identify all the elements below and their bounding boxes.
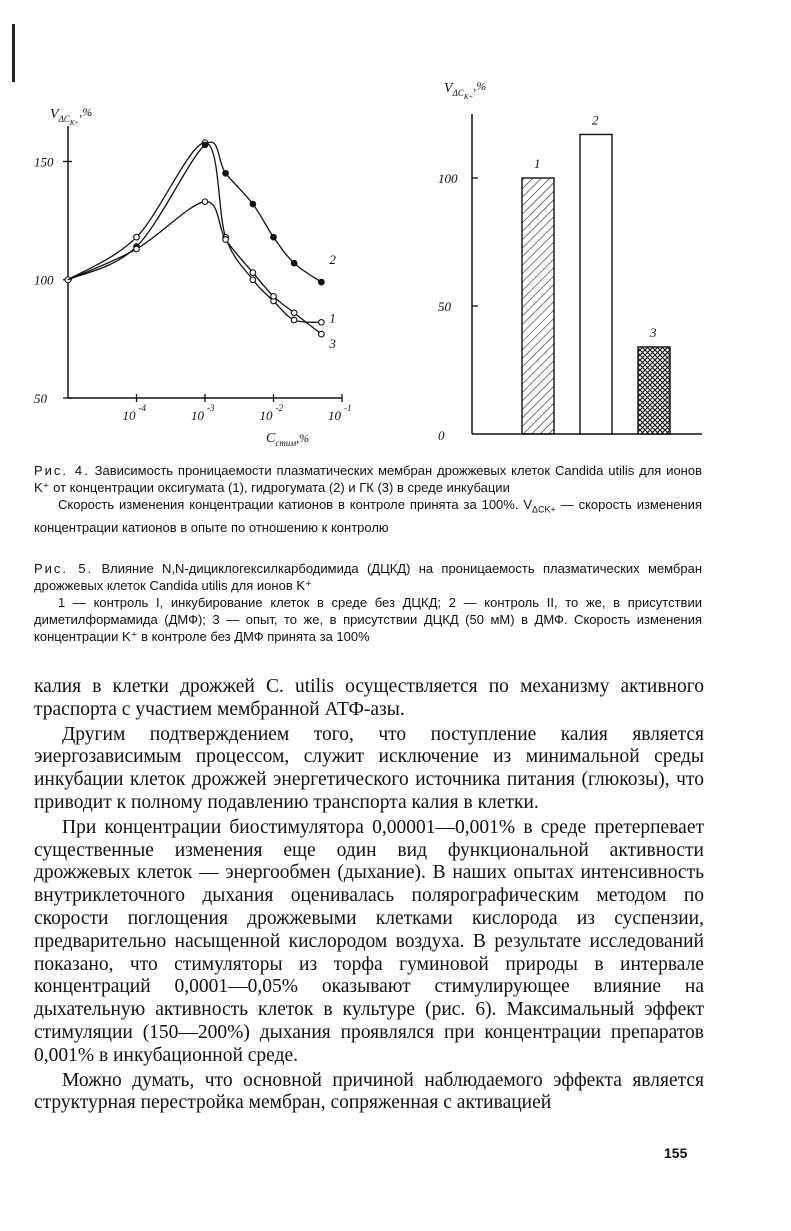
body-paragraph: При концентрации биостимулятора 0,00001—0,001% в среде претерпевает существенные изменения еще один вид функциональной активности дрожжевых клеток — энергообмен (дыхание). В наших опытах интенсивность внутриклеточного дыхания оценивалась полярографическим методом по скорости поглощения дрожжевыми клетками кислорода из суспензии, предварительно насыщенной кислородом воздуха. В результате исследований показано, что стимуляторы из торфа гуминовой природы в интервале концентраций 0,0001—0,05% оказывают стимулирующее влияние на дыхательную активность клеток в культуре (рис. 6). Максимальный эффект стимуляции (150—200%) дыхания проявлялся при концентрации препаратов 0,001% в инкубационной среде. (34, 816, 704, 1066)
svg-text:VΔCK+,%: $V_{\Delta CK+},\%$ (50, 105, 93, 127)
series-3-point (134, 246, 140, 252)
y-tick-label: 100 (34, 272, 54, 288)
body-paragraph: Другим подтверждением того, что поступление калия является эиергозависимым процессом, служит исключение из минимальной среды инкубации клеток дрожжей энергетического источника питания (глюкозы), что приводит к полному подавлению транспорта калия в клетки. (34, 723, 704, 813)
figure-4-caption (34, 462, 702, 536)
series-1-point (319, 320, 325, 326)
series-3-point (291, 310, 297, 316)
series-3-line (68, 202, 321, 335)
bar-label-2: 2 (592, 112, 599, 128)
figure-4-x-axis-label (266, 431, 309, 448)
body-text (34, 676, 704, 1115)
series-2-point (202, 142, 208, 148)
curve-label-1: 1 (329, 310, 336, 326)
figure-4-caption-text: Зависимость проницаемости плазматических мембран дрожжевых клеток Candida utilis для ионов K⁺ от концентрации оксигумата (1), гидрогумата (2) и ГК (3) в среде инкубации (34, 463, 702, 495)
series-2-point (271, 234, 277, 240)
figure-5-caption-lead: Рис. 5. (34, 561, 94, 576)
x-tick-exponent: -4 (138, 403, 146, 413)
svg-text:VΔCK+,%: $V_{\Delta CK+},\%$ (444, 79, 487, 101)
bar-label-1: 1 (534, 156, 541, 171)
y-tick-label: 150 (34, 154, 54, 170)
curve-label-2: 2 (329, 252, 336, 268)
x-tick-label: 10 (191, 408, 204, 423)
series-3-point (250, 270, 256, 276)
series-2-point (223, 171, 229, 177)
series-2-point (250, 201, 256, 207)
bar-label-3: 3 (650, 324, 657, 340)
y-tick-label: 50 (34, 391, 47, 406)
y-tick-label: 50 (438, 299, 451, 314)
bar-1 (522, 178, 554, 434)
scan-edge-mark (12, 24, 15, 82)
x-tick-label: 10 (259, 408, 273, 423)
series-3-point (271, 293, 277, 299)
bar-2 (580, 134, 612, 434)
series-3-point (319, 331, 325, 337)
figure-5-bar-chart (430, 60, 720, 450)
series-2-line (68, 142, 321, 282)
series-1-line (68, 143, 321, 323)
figure-5-caption-text: Влияние N,N-дициклогексилкарбодимида (ДЦКД) на проницаемость плазматических мембран дрожжевых клеток Candida utilis для ионов K⁺ (34, 561, 703, 593)
body-paragraph: Можно думать, что основной причиной наблюдаемого эффекта является структурная перестройка мембран, сопряженная с активацией (34, 1069, 704, 1114)
figure-5-caption (34, 560, 702, 645)
x-tick-exponent: -1 (344, 403, 352, 413)
series-1-point (134, 234, 140, 240)
svg-text:Cстим,%: $C_{стим},\%$ (266, 431, 310, 448)
x-tick-label: 10 (328, 408, 341, 423)
figure-4-y-axis-label (50, 105, 92, 127)
series-3-point (223, 237, 229, 243)
series-1-point (250, 277, 256, 283)
figure-5-y-axis-label (444, 79, 486, 101)
figure-4-caption-note: Скорость изменения концентрации катионов в контроле принята за 100%. $V_{\Delta CK+}$ — скорость изменения концентрации катионов в опыте по отношению к контролю (34, 497, 702, 535)
body-paragraph: калия в клетки дрожжей C. utilis осуществляется по механизму активного траспорта с участием мембранной АТФ-азы. (34, 676, 704, 720)
curve-label-3: 3 (329, 336, 336, 352)
page-number: 155 (664, 1145, 688, 1161)
series-2-point (291, 260, 297, 266)
y-tick-label: 0 (438, 428, 445, 443)
bar-3 (638, 347, 670, 434)
x-tick-exponent: -3 (207, 403, 215, 413)
y-tick-label: 100 (438, 171, 458, 186)
x-tick-label: 10 (122, 408, 136, 423)
figure-4-line-chart (20, 60, 365, 450)
figure-4-caption-lead: Рис. 4. (34, 463, 90, 478)
series-1-point (291, 317, 297, 323)
series-2-point (319, 279, 325, 285)
series-3-point (202, 199, 208, 205)
x-tick-exponent: -2 (275, 403, 283, 413)
figure-5-caption-detail: 1 — контроль I, инкубирование клеток в среде без ДЦКД; 2 — контроль II, то же, в присутствии диметилформамида (ДМФ); 3 — опыт, то же, в присутствии ДЦКД (50 мМ) в ДМФ. Скорость изменения концентрации K⁺ в контроле без ДМФ принята за 100% (34, 595, 702, 644)
